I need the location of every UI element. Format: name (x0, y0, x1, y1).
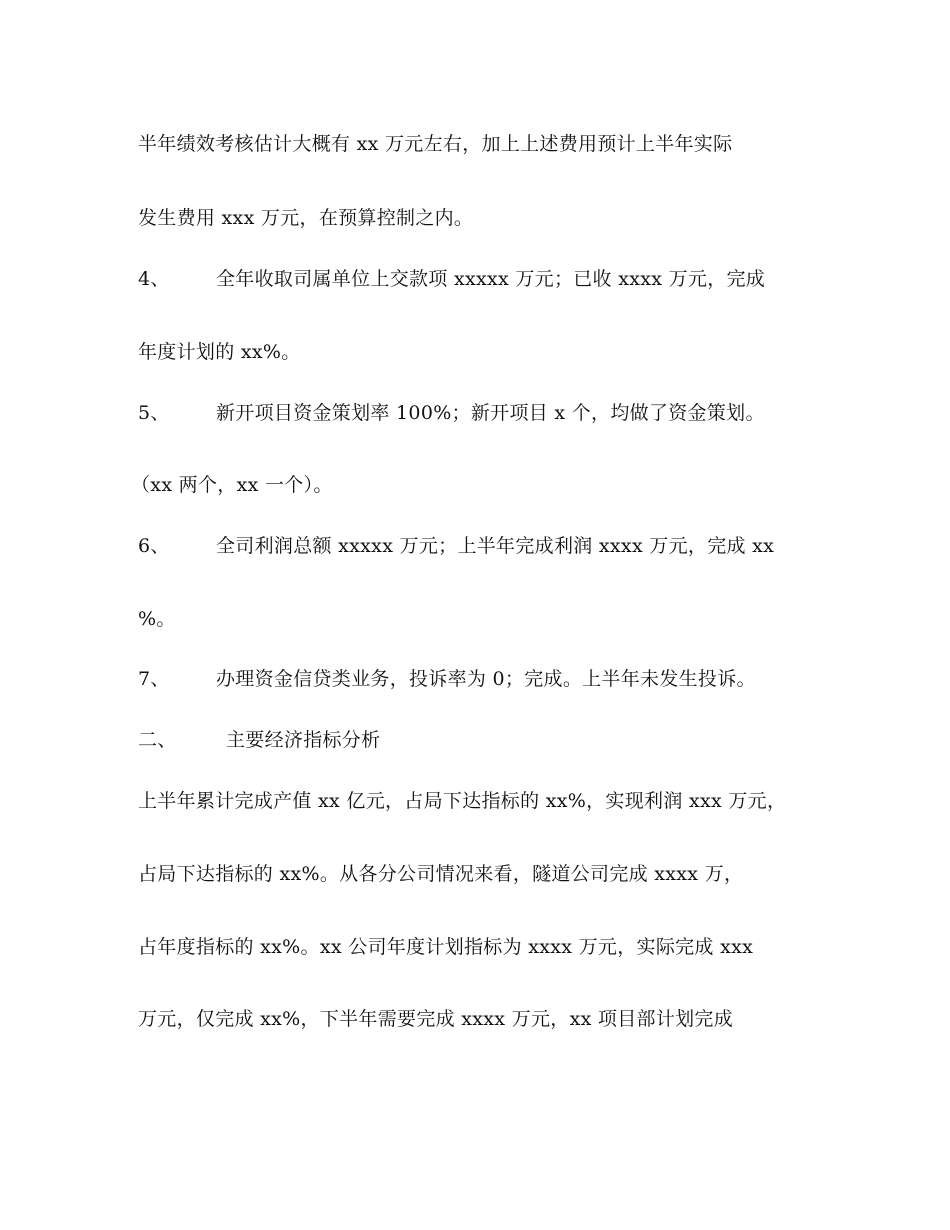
list-item-number: 5、 (138, 402, 170, 424)
list-item-text: 全年收取司属单位上交款项 xxxxx 万元；已收 xxxx 万元，完成 (216, 268, 766, 290)
list-item-text: 新开项目资金策划率 100%；新开项目 x 个，均做了资金策划。 (216, 402, 765, 424)
list-item-4-continuation: 年度计划的 xx%。 (138, 341, 301, 363)
section-title: 主要经济指标分析 (226, 729, 381, 751)
list-item-number: 4、 (138, 268, 170, 290)
list-item-5-continuation: （xx 两个，xx 一个）。 (131, 474, 333, 496)
analysis-line-4: 万元，仅完成 xx%，下半年需要完成 xxxx 万元，xx 项目部计划完成 (138, 1008, 734, 1030)
intro-line-2: 发生费用 xxx 万元，在预算控制之内。 (138, 207, 474, 229)
list-item-6-continuation: %。 (138, 608, 176, 630)
list-item-number: 6、 (138, 535, 170, 557)
analysis-line-1: 上半年累计完成产值 xx 亿元，占局下达指标的 xx%，实现利润 xxx 万元， (138, 790, 787, 812)
analysis-line-2: 占局下达指标的 xx%。从各分公司情况来看，隧道公司完成 xxxx 万， (138, 863, 744, 885)
analysis-line-3: 占年度指标的 xx%。xx 公司年度计划指标为 xxxx 万元，实际完成 xxx (138, 936, 754, 958)
intro-line-1: 半年绩效考核估计大概有 xx 万元左右，加上上述费用预计上半年实际 (138, 133, 733, 155)
list-item-number: 7、 (138, 668, 170, 690)
list-item-text: 办理资金信贷类业务，投诉率为 0；完成。上半年未发生投诉。 (216, 668, 756, 690)
list-item-text: 全司利润总额 xxxxx 万元；上半年完成利润 xxxx 万元，完成 xx (216, 535, 775, 557)
section-number: 二、 (138, 729, 177, 751)
